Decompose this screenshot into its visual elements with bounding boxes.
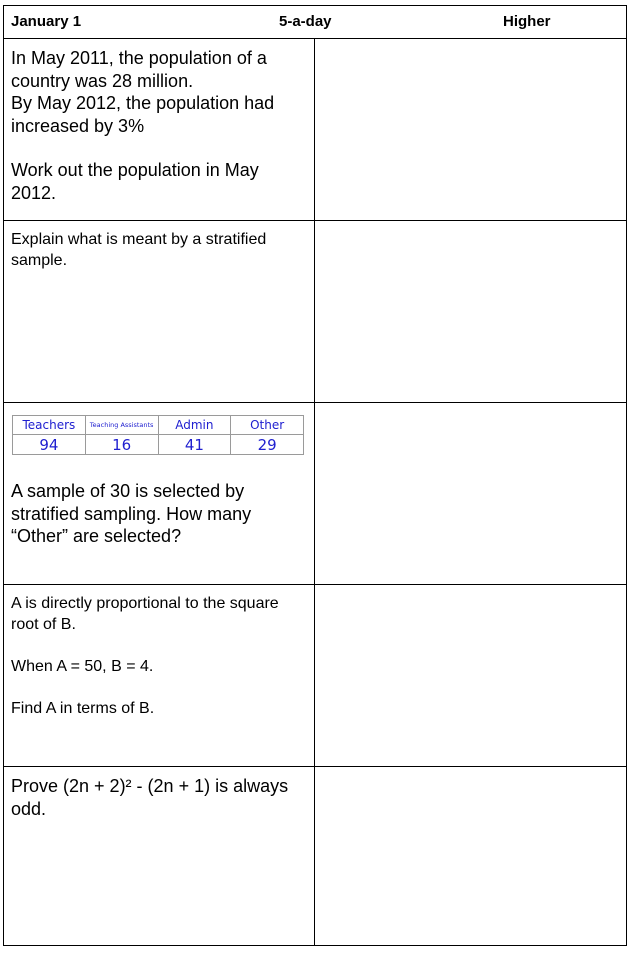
staff-value-teachers: 94 (13, 435, 86, 455)
staff-table (12, 415, 304, 455)
question-cell (4, 39, 315, 220)
question-paragraph: In May 2011, the population of a country was 28 million. (11, 48, 267, 91)
question-text (11, 229, 308, 271)
answer-cell[interactable] (315, 767, 626, 946)
staff-value-other: 29 (231, 435, 304, 455)
staff-header-teaching-assistants: Teaching Assistants (85, 416, 158, 435)
paragraph-spacer (11, 635, 308, 656)
question-row-3 (4, 403, 626, 585)
staff-value-teaching-assistants: 16 (85, 435, 158, 455)
question-paragraph: By May 2012, the population had increased by 3% (11, 93, 275, 136)
question-text (11, 775, 308, 820)
question-paragraph: A is directly proportional to the square root of B. (11, 595, 279, 633)
question-paragraph: When A = 50, B = 4. (11, 658, 154, 675)
question-paragraph: Find A in terms of B. (11, 700, 155, 717)
question-cell (4, 585, 315, 766)
staff-header-teachers: Teachers (13, 416, 86, 435)
question-cell (4, 221, 315, 402)
question-paragraph: Work out the population in May 2012. (11, 160, 259, 203)
question-text (11, 480, 308, 548)
question-paragraph: A sample of 30 is selected by stratified sampling. How many “Other” are selected? (11, 481, 252, 546)
question-row-4 (4, 585, 626, 767)
question-rows (4, 39, 626, 945)
worksheet (3, 5, 627, 946)
question-row-5 (4, 767, 626, 946)
worksheet-title: 5-a-day (279, 13, 332, 30)
staff-header-other: Other (231, 416, 304, 435)
answer-cell[interactable] (315, 39, 626, 220)
staff-table-value-row (13, 435, 304, 455)
answer-cell[interactable] (315, 585, 626, 766)
worksheet-date: January 1 (11, 13, 82, 30)
staff-table-header-row (13, 416, 304, 435)
staff-header-admin: Admin (158, 416, 231, 435)
question-text (11, 593, 308, 719)
question-paragraph: Prove (2n + 2)² - (2n + 1) is always odd. (11, 776, 289, 819)
paragraph-spacer (11, 677, 308, 698)
answer-cell[interactable] (315, 403, 626, 584)
question-cell (4, 403, 315, 584)
question-paragraph: Explain what is meant by a stratified sample. (11, 231, 267, 269)
worksheet-level: Higher (503, 13, 551, 30)
question-row-1 (4, 39, 626, 221)
paragraph-spacer (11, 137, 308, 159)
answer-cell[interactable] (315, 221, 626, 402)
staff-value-admin: 41 (158, 435, 231, 455)
question-row-2 (4, 221, 626, 403)
worksheet-header (4, 6, 626, 39)
question-cell (4, 767, 315, 946)
question-text (11, 47, 308, 204)
